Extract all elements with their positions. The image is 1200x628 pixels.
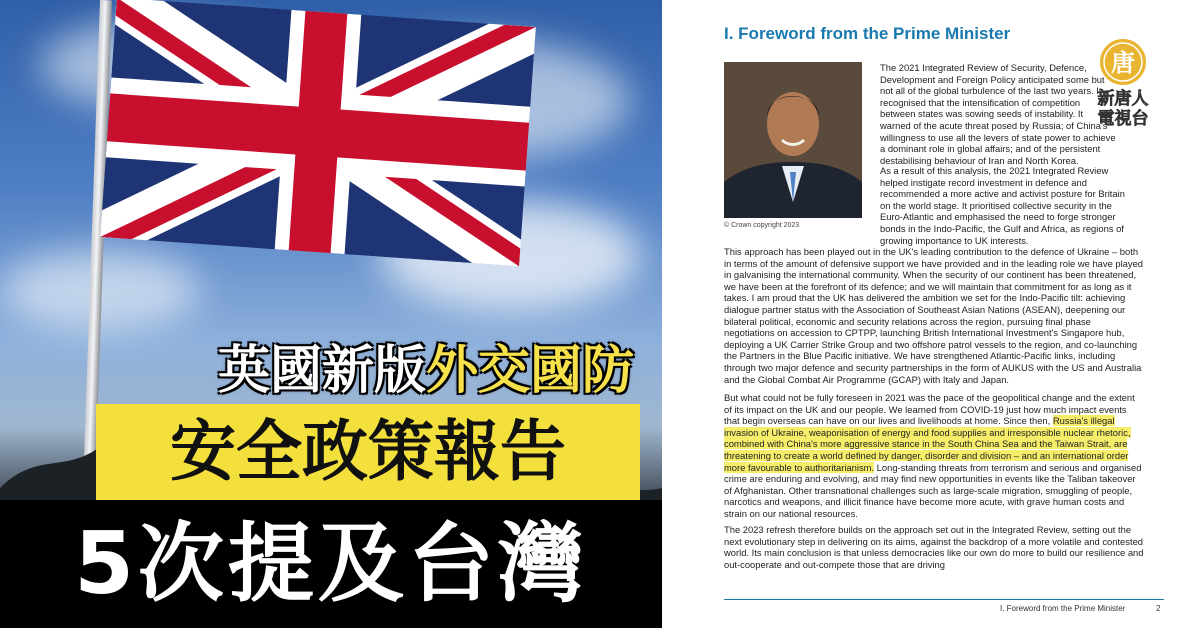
prime-minister-portrait [724, 62, 862, 218]
headline-line-3: 5次提及台灣 [0, 500, 662, 628]
paragraph-5: The 2023 refresh therefore builds on the approach set out in the Integrated Review, setting out the next evolutionary step in delivering on its aims, against the backdrop of a more volatile and contested world. Its main conclusion is that unless democracies like our own do more to build our resilience and out-cooperate and out-compete those that are driving [724, 524, 1144, 570]
headline-white-text: 英國新版 [217, 341, 426, 401]
paragraph-4-intro: But what could not be fully foreseen in 2021 was the pace of the geopolitical change and the extent of its impact on the UK and our people. We learned from COVID-19 just how much impact events that begin overseas can have on our lives and livelihoods at home. Since then, [724, 392, 1135, 427]
ntd-logo [1082, 36, 1164, 128]
logo-glyph: 唐 [1111, 49, 1135, 77]
headline-line-1 [0, 338, 662, 404]
document-title: I. Foreword from the Prime Minister [724, 24, 1011, 43]
footer-divider [724, 599, 1164, 600]
paragraph-2: As a result of this analysis, the 2021 Integrated Review helped instigate record investment in defence and recommended a more active and activist posture for Britain on the world stage. It prioritised collective security in the Euro-Atlantic and emphasised the need to forge stronger bonds in the Indo-Pacific, the Gulf and Africa, as regions of growing importance to UK interests. [880, 165, 1125, 246]
logo-line-1: 新唐人 [1097, 89, 1149, 109]
paragraph-3: This approach has been played out in the UK's leading contribution to the defence of Ukraine – both in terms of the amount of defensive support we have provided and in the leading role we have played in galvanising the international community. When the security of our continent has been threatened, we have been at the forefront of its defence; and we will maintain that commitment for as long as it takes. I am proud that the UK has delivered the ambition we set for the Indo-Pacific tilt: achieving dialogue partner status with the Association of Southeast Asian Nations (ASEAN), deepening our bilateral political, economic and security relations across the region, pursuing final phase negotiations on accession to CPTPP, launching British International Investment's Singapore hub, deploying a UK Carrier Strike Group and two offshore patrol vessels to the region, and co-launching the Partners in the Blue Pacific initiative. We have strengthened Atlantic-Pacific links, including through two major defence and security partnerships in the form of AUKUS with the US and Australia and the Global Combat Air Programme (GCAP) with Italy and Japan. [724, 246, 1144, 385]
footer-section-title: I. Foreword from the Prime Minister [1000, 604, 1126, 613]
photo-caption: © Crown copyright 2023 [724, 222, 800, 229]
page-number: 2 [1156, 604, 1161, 613]
logo-line-2: 電視台 [1097, 109, 1149, 128]
headline-line-2: 安全政策報告 [96, 404, 640, 500]
headline-yellow-text: 外交國防 [425, 341, 634, 401]
paragraph-4 [724, 392, 1144, 520]
paragraph-1: The 2021 Integrated Review of Security, Defence, Development and Foreign Policy anticipated some but not all of the global turbulence of the last two years. It recognised that the intensification of competition between states was sowing seeds of instability. It warned of the acute threat posed by Russia; of China's willingness to use all the levers of state power to achieve a dominant role in global affairs; and of the persistent destabilising behaviour of Iran and North Korea. [880, 62, 1116, 166]
union-jack-flag [100, 0, 536, 266]
highlighted-passage: Russia's illegal invasion of Ukraine, weaponisation of energy and food supplies and irresponsible nuclear rhetoric, combined with China's more aggressive stance in the South China Sea and the Taiwan Strait, are threatening to create a world defined by danger, disorder and division – and an international order more favourable to authoritarianism. [724, 415, 1131, 473]
paragraph-4-rest: Long-standing threats from terrorism and serious and organised crime are enduring and evolving, and may find new opportunities in events like the Taliban takeover of Afghanistan. Other transnational challenges such as large-scale migration, smuggling of people, narcotics and weapons, and illicit finance have become more acute, with grave human costs and strain on our national resources. [724, 461, 1142, 519]
